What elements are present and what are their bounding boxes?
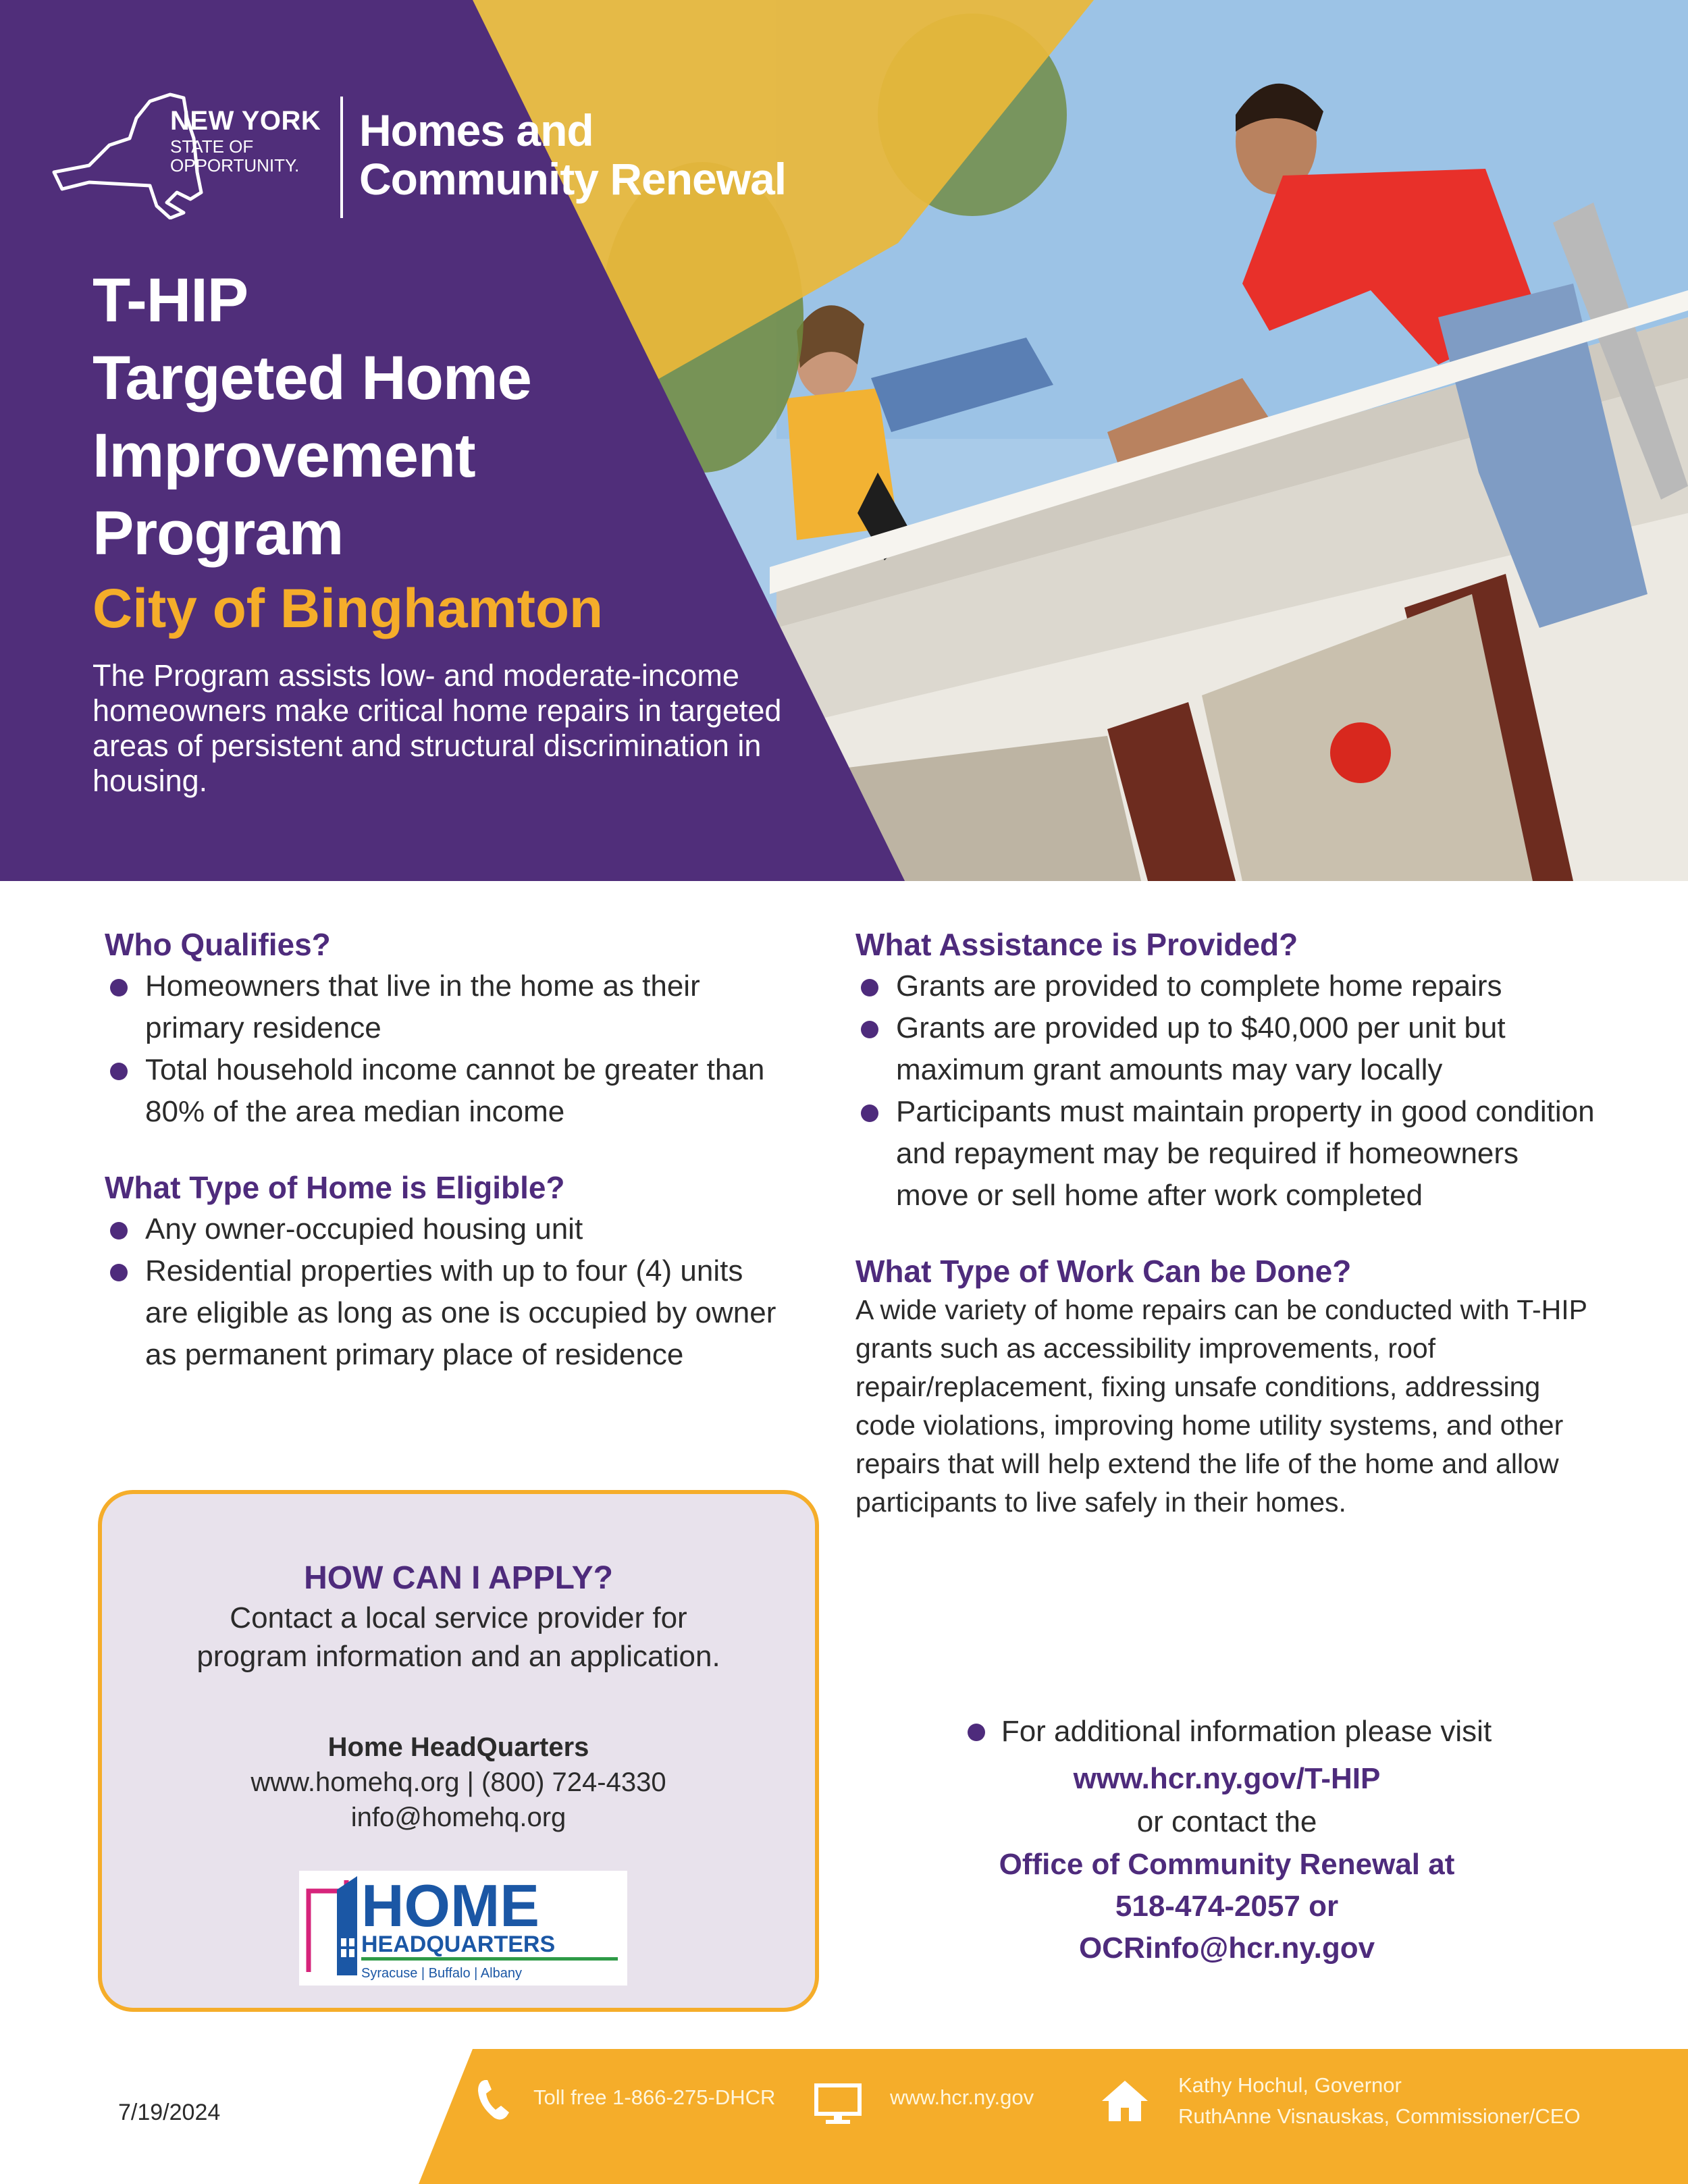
right-column — [855, 925, 1598, 1522]
who-qualifies-list — [105, 965, 793, 1133]
office-name: Office of Community Renewal at — [999, 1848, 1455, 1881]
bullet-icon — [110, 1264, 128, 1281]
footer-governor: Kathy Hochul, Governor — [1178, 2073, 1402, 2097]
state-name: NEW YORK — [170, 106, 321, 136]
publish-date: 7/19/2024 — [118, 2100, 221, 2125]
home-type-heading: What Type of Home is Eligible? — [105, 1170, 565, 1205]
bullet-icon — [861, 979, 878, 996]
provider-website-phone[interactable]: www.homehq.org | (800) 724-4330 — [250, 1767, 666, 1797]
list-item-text: Total household income cannot be greater than 80% of the area median income — [145, 1053, 765, 1128]
list-item — [855, 1007, 1598, 1091]
how-to-apply-box — [98, 1490, 819, 2012]
apply-text-line-1: Contact a local service provider for — [230, 1601, 687, 1634]
who-qualifies-heading: Who Qualifies? — [105, 927, 331, 962]
bullet-icon — [968, 1724, 985, 1741]
apply-text-line-2: program information and an application. — [196, 1640, 720, 1673]
provider-name: Home HeadQuarters — [327, 1732, 589, 1762]
left-column — [105, 925, 793, 1376]
agency-name-line-1: Homes and — [359, 105, 594, 155]
list-item-text: Participants must maintain property in good condition and repayment may be required if homeowners move or sell home after work completed — [896, 1095, 1595, 1212]
agency-name-line-2: Community Renewal — [359, 154, 787, 204]
house-icon — [1101, 2078, 1149, 2123]
state-tagline-line-1: STATE OF — [170, 136, 254, 157]
list-item — [105, 1208, 793, 1250]
home-headquarters-logo — [299, 1871, 627, 1986]
office-phone[interactable]: 518-474-2057 or — [1115, 1890, 1339, 1923]
assistance-heading: What Assistance is Provided? — [855, 927, 1298, 962]
hero-banner — [0, 0, 1688, 881]
list-item-text: Homeowners that live in the home as their primary residence — [145, 969, 700, 1044]
office-email[interactable]: OCRinfo@hcr.ny.gov — [1078, 1932, 1375, 1965]
list-item-text: Grants are provided to complete home repairs — [896, 969, 1502, 1003]
agency-name — [359, 106, 786, 203]
program-title-line: T-HIP — [93, 266, 248, 335]
program-url-link[interactable]: www.hcr.ny.gov/T-HIP — [1073, 1762, 1381, 1795]
program-title-line: Targeted Home — [93, 344, 531, 412]
program-title-line: Improvement — [93, 421, 475, 490]
logo-word-home: HOME — [361, 1872, 539, 1939]
nys-hcr-logo — [49, 91, 812, 226]
logo-word-headquarters: HEADQUARTERS — [361, 1932, 556, 1957]
visit-text — [962, 1711, 1492, 1752]
list-item-text: Any owner-occupied housing unit — [145, 1213, 583, 1246]
logo-divider — [340, 97, 343, 218]
bullet-icon — [110, 1222, 128, 1240]
phone-icon — [473, 2076, 513, 2123]
logo-cities: Syracuse | Buffalo | Albany — [361, 1966, 522, 1981]
provider-email[interactable]: info@homehq.org — [350, 1803, 566, 1832]
footer-phone[interactable]: Toll free 1-866-275-DHCR — [533, 2085, 776, 2109]
city-name: City of Binghamton — [93, 578, 604, 639]
program-title-line: Program — [93, 499, 344, 568]
list-item — [105, 1049, 793, 1133]
computer-monitor-icon — [814, 2083, 862, 2126]
assistance-list — [855, 965, 1598, 1217]
or-contact-text: or contact the — [1136, 1805, 1317, 1838]
bullet-icon — [110, 979, 128, 996]
program-title — [93, 262, 531, 572]
apply-heading: HOW CAN I APPLY? — [304, 1560, 613, 1596]
program-description: The Program assists low- and moderate-income homeowners make critical home repairs in targeted areas of persistent and structural discrimination in housing. — [93, 658, 782, 798]
list-item-text: Residential properties with up to four (4) units are eligible as long as one is occupied by owner as permanent primary place of residence — [145, 1254, 776, 1371]
list-item — [855, 1091, 1598, 1217]
work-description: A wide variety of home repairs can be conducted with T-HIP grants such as accessibility improvements, roof repair/replacement, fixing unsafe conditions, addressing code violations, improving home utility systems, and other repairs that will help extend the life of the home and allow participants to live safely in their homes. — [855, 1294, 1587, 1518]
home-type-list — [105, 1208, 793, 1376]
bullet-icon — [110, 1063, 128, 1080]
state-tagline — [170, 137, 299, 175]
list-item — [855, 965, 1598, 1007]
list-item — [105, 965, 793, 1049]
work-heading: What Type of Work Can be Done? — [855, 1254, 1352, 1289]
state-tagline-line-2: OPPORTUNITY. — [170, 155, 300, 176]
visit-text-label: For additional information please visit — [1001, 1715, 1492, 1748]
list-item — [105, 1250, 793, 1376]
contact-section — [855, 1711, 1598, 1969]
bullet-icon — [861, 1021, 878, 1038]
list-item-text: Grants are provided up to $40,000 per unit but maximum grant amounts may vary locally — [896, 1011, 1506, 1086]
footer-website[interactable]: www.hcr.ny.gov — [890, 2085, 1034, 2109]
footer-commissioner: RuthAnne Visnauskas, Commissioner/CEO — [1178, 2104, 1581, 2128]
bullet-icon — [861, 1104, 878, 1122]
